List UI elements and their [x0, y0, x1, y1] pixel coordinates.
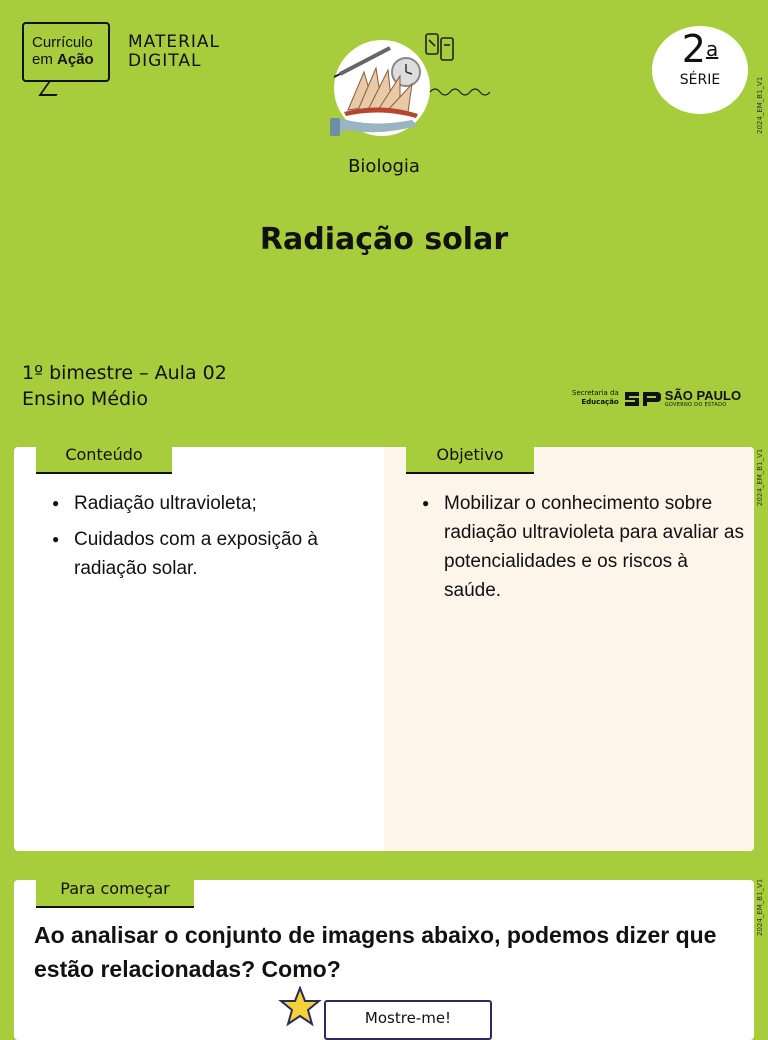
tab-objetivo: Objetivo	[406, 442, 534, 474]
sp-name-block: SÃO PAULO GOVERNO DO ESTADO	[664, 387, 742, 408]
sp-emblem-icon	[623, 388, 661, 408]
book-in-hand-illustration	[330, 32, 520, 144]
list-item: ● Radiação ultravioleta;	[30, 489, 370, 518]
list-item: ● Mobilizar o conhecimento sobre radiação ultravioleta para avaliar as potencialidades e os riscos à saúde.	[400, 489, 750, 605]
sao-paulo-logo	[572, 388, 741, 408]
question-text: Ao analisar o conjunto de imagens abaixo, podemos dizer que estão relacionadas? Como?	[34, 922, 717, 982]
digital-label: DIGITAL	[128, 51, 202, 71]
content-objective-card	[14, 447, 754, 851]
serie-badge	[652, 26, 748, 114]
star-icon	[278, 986, 322, 1028]
side-code: 2024_EM_B1_V1	[756, 76, 764, 134]
phone-icon	[426, 34, 453, 60]
material-digital-logo	[128, 33, 220, 71]
logo-line1: Currículo	[32, 34, 93, 51]
list-item: ● Cuidados com a exposição à radiação solar.	[30, 525, 370, 583]
material-label: MATERIAL	[128, 32, 221, 52]
side-code-2: 2024_EM_B1_V1	[756, 448, 764, 506]
level-label: Ensino Médio	[22, 388, 148, 410]
tab-para-comecar: Para começar	[36, 876, 194, 908]
secretaria-label: Secretaria da Educação	[572, 389, 619, 406]
curriculo-em-acao-logo	[22, 22, 110, 82]
serie-number: 2$^a$	[681, 27, 719, 71]
content-list	[30, 489, 370, 590]
serie-label: SÉRIE	[679, 72, 721, 88]
bimestre-label: 1º bimestre – Aula 02	[22, 362, 227, 384]
show-me-button[interactable]: Mostre-me!	[324, 1000, 492, 1040]
subject-label: Biologia	[348, 156, 420, 177]
logo-line2: em Ação	[32, 51, 94, 68]
tab-conteudo: Conteúdo	[36, 442, 172, 474]
objective-list	[400, 489, 750, 612]
side-code-3: 2024_EM_B1_V1	[756, 878, 764, 936]
logo-speech-tail	[38, 80, 67, 96]
page-title: Radiação solar	[259, 222, 509, 257]
